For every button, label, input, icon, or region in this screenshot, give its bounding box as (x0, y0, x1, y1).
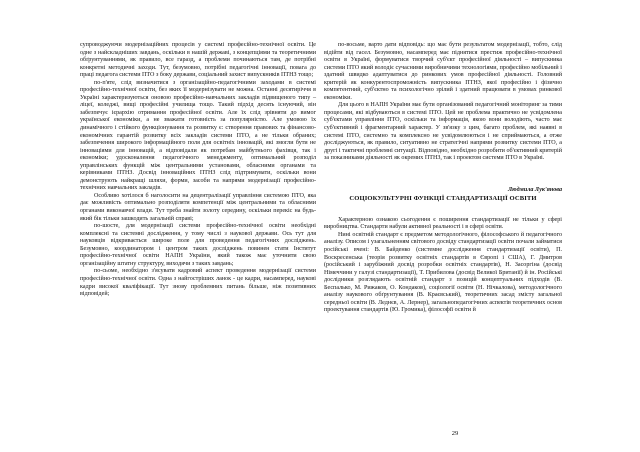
paragraph: Для цього в НАПН України має бути організований педагогічний моніторинг за тими процесами, які відбуваються в системі ПТО. Цей не проблема практично не усвідомлена суб'єктами управління ПТО, оскільки та інформація, якою вони володіють, часто має суб'єктивний і фрагментарний характер. У зв'язку з цим, багато проблем, які наявні в системі ПТО, системно та комплексно не усвідомлюються і не сприймаються, а отже досліджуються, як правило, ситуативно не стратегічні напрями розвитку системи ПТО, а другі і тактичні проблемні ситуації. Відповідно, необхідно розробити об'єктивний критерій за показниками діяльності як окремих ПТНЗ, так і проектом системи ПТО в Україні. (324, 102, 562, 162)
article-author: Людмила Лук'янова (508, 186, 562, 193)
paragraph: супроводжуючи модернізаційних процесів у системі професійно-технічної освіти. Це одне з найскладніших завдань, оскільки в нашій державі, з концепціями та теоретичними обґрунтуваннями, як правило, все гаразд, а проблеми починаються там, де потрібні конкретні методичні заходи. Тут, безумовно, потрібні педагогічні інновації, повага до праці педагога системи ПТО з боку держави, соціальний захист випускників ПТНЗ тощо; (80, 42, 316, 79)
paragraph: Нині освітній стандарт є предметом методологічного, філософського й педагогічного аналізу. Описом і узагальненням світового досвіду стандартизації освіти почали займатися російські вчені: В. Байденко (системне дослідження стандартизації освіти), П. Воскресенська (теорія розвитку освітніх стандартів в Європі і США), Г. Дмитров (російський і зарубіжний досвід розробки освітніх стандартів), Н. Засоргіна (досвід Німеччини у галузі стандартизації), Т. Прибилова (досвід Великої Британії) й ін. Російські дослідники розглядають освітній стандарт з позицій концептуальних підходів (В. Беспалько, М. Рижаков, О. Кондаков), соціології освіти (Н. Нічкалова), методологічного аналізу наукового обґрунтування (В. Краєвський), теоретичних засад змісту загальної середньої освіти (В. Леднєв, А. Лернер), загальнопедагогічних аспектів теоретичних основ проектування стандартів (Ю. Громика), філософії освіти й (324, 231, 562, 314)
paragraph: по-восьме, варто дати відповідь: що має бути результатом модернізації, тобто, слід відійти від гасел. Безумовно, насамперед має піднятися престиж професійно-технічної освіти в Україні, формуватися творчий суб'єкт професійної діяльності – випускника системи ПТО який володіє сучасними виробничими технологіями, професійно мобільний і здатний швидко адаптуватися до ринкових умов професійної діяльності. Головний критерій як конкурентоспроможність випускника ПТНЗ, якої професійно і фізично компетентний, суб'єктно та психологічно зрілий і здатний працювати в умовах ринкової економіки. (324, 42, 562, 101)
paragraph: по-шосте, для модернізації системи професійно-технічної освіти необхідні комплексні та системні дослідження, у тому числі з наукової держави. Ось тут для науковців відкривається широке поле для проведення педагогічних досліджень. Безумовно, координатором і центром таких досліджень повинен стати Інститут професійно-технічної освіти НАПН України, який також має уточнити свою організаційну штатну структуру, виходячи з таких завдань; (80, 223, 316, 267)
paragraph: Характерною ознакою сьогодення є поширення стандартизації не тільки у сфері виробництва. Стандарти набули активної реальності і в сфері освіти. (324, 216, 562, 231)
right-column (324, 42, 562, 315)
article-title: СОЦІОКУЛЬТУРНІ ФУНКЦІЇ СТАНДАРТИЗАЦІЇ ОСВІТИ (349, 195, 537, 203)
paragraph: по-п'яте, слід визначитися з організаційно-педагогічними заходами в системі професійно-технічної освіти, без яких її модернізувати не можна. Останні десятиріччя в Україні характеризуються оновою професійно-навчальних закладів підвищеного типу – ліцеї, коледжі, вищі професійні училища тощо. Такий підхід десять існуючий, він забезпечує ієрархію отримання професійної освіти. Але їх слід зрівняти до вимог української економіки, а не зважати готовність за популярністю. Але умовою їх динамічного і стійкого функціонування та розвитку є: створення правових та фінансово-економічних гарантій розвитку всіх закладів системи ПТО, а не тільки обраних; забезпечення широкого інформаційного поля для освітніх інновацій, які змогли бути не інноваціями для інновацій, а відповідали як потребам майбутнього фахівця, так і економіки; удосконалення педагогічного менеджменту, оптимальний розподіл управлінських функцій між центральними установами, обласними органами та керівниками ПТНЗ. Досвід інноваційних ПТНЗ слід підтримувати, оскільки вони демонструють найкращі шляхи, форми, засоби та напрями модернізації професійно-технічних навчальних закладів. (80, 79, 316, 192)
paragraph: Особливо хотілося б наголосити на децентралізації управління системою ПТО, яка дає можливість оптимально розподіляти компетенції між центральними та обласними органами виконавчої влади. Тут треба знайти золоту середину, оскільки перекіс на будь-який бік тільки зашкодить загальній справі; (80, 192, 316, 222)
page-number: 29 (451, 430, 459, 437)
left-column (80, 42, 316, 299)
spacer (324, 203, 562, 217)
paragraph: по-сьоме, необхідно з'ясувати кадровий аспект проведення модернізації системи професійно-технічної освіти. Одна з найгостріших ланок - це кадри, насамперед, наукові кадри високої кваліфікації. Тут знову проблемних питань більше, ніж позитивних відповідей; (80, 268, 316, 298)
